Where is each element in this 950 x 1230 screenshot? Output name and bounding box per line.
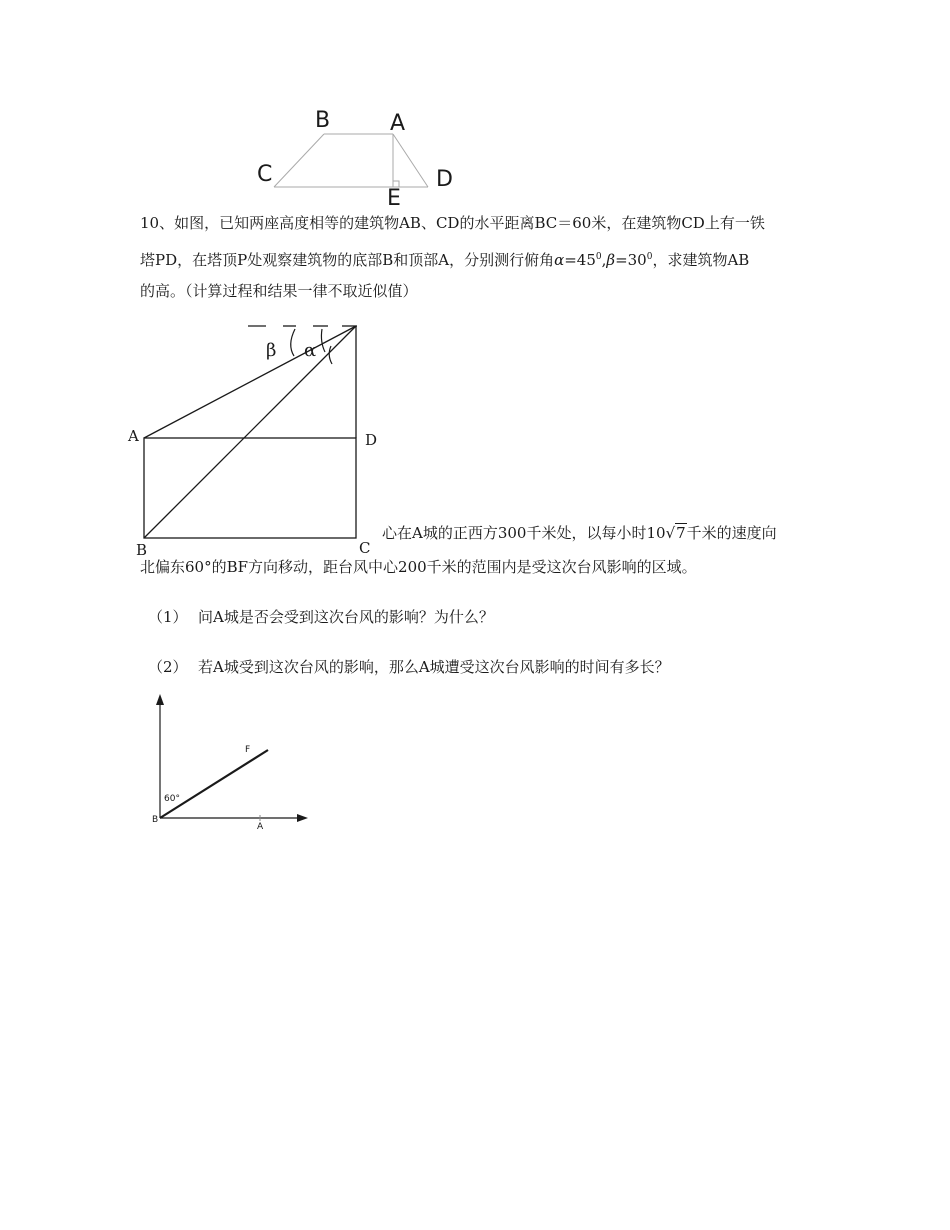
sqrt-sign: √ bbox=[665, 524, 676, 542]
problem-10-line-2-end: ，求建筑物AB bbox=[652, 251, 750, 269]
problem-11-line-1-end: 千米的速度向 bbox=[686, 524, 777, 542]
angle-separator: , bbox=[601, 251, 607, 269]
question-1-number: （1） bbox=[148, 608, 188, 626]
alpha-degree: 0 bbox=[595, 252, 602, 262]
typhoon-label-a: A bbox=[257, 822, 264, 832]
speed-radicand: 7 bbox=[676, 524, 686, 542]
question-2-text: 若A城受到这次台风的影响，那么A城遭受这次台风影响的时间有多长？ bbox=[198, 658, 670, 676]
buildings-label-d: D bbox=[365, 431, 378, 449]
buildings-angle-beta: β bbox=[266, 340, 277, 361]
typhoon-angle-60: 60° bbox=[164, 794, 180, 804]
north-arrow-head bbox=[156, 694, 164, 705]
buildings-label-c: C bbox=[359, 539, 371, 557]
trapezoid-label-b: B bbox=[315, 108, 331, 133]
speed-coefficient: 10 bbox=[646, 524, 666, 542]
buildings-angle-alpha: α bbox=[304, 340, 317, 361]
trapezoid-label-a: A bbox=[390, 111, 406, 136]
buildings-label-a: A bbox=[128, 427, 139, 445]
beta-degree: 0 bbox=[646, 252, 653, 262]
question-1-text: 问A城是否会受到这次台风的影响？为什么？ bbox=[198, 608, 494, 626]
trapezoid-label-d: D bbox=[436, 167, 453, 192]
problem-11-line-1-start: 心在A城的正西方300千米处，以每小时 bbox=[382, 524, 647, 542]
problem-10-line-3: 的高。（计算过程和结果一律不取近似值） bbox=[140, 282, 418, 300]
typhoon-path-bf bbox=[160, 750, 268, 818]
alpha-symbol: α bbox=[554, 251, 565, 269]
beta-value: =30 bbox=[615, 251, 647, 269]
problem-10-line-1: 10、如图，已知两座高度相等的建筑物AB、CD的水平距离BC＝60米，在建筑物CD上有一铁 bbox=[140, 214, 765, 232]
problem-10-line-2-start: 塔PD，在塔顶P处观察建筑物的底部B和顶部A，分别测行俯角 bbox=[140, 251, 555, 269]
problem-11-line-2: 北偏东60°的BF方向移动，距台风中心200千米的范围内是受这次台风影响的区域。 bbox=[140, 558, 697, 576]
typhoon-label-f: F bbox=[245, 745, 251, 755]
alpha-value: =45 bbox=[564, 251, 596, 269]
beta-symbol: β bbox=[606, 251, 616, 269]
east-arrow-head bbox=[297, 814, 308, 822]
buildings-label-b: B bbox=[136, 541, 148, 559]
question-2-number: （2） bbox=[148, 658, 188, 676]
typhoon-label-b: B bbox=[152, 815, 159, 825]
trapezoid-label-c: C bbox=[257, 162, 273, 187]
trapezoid-label-e: E bbox=[387, 186, 401, 211]
